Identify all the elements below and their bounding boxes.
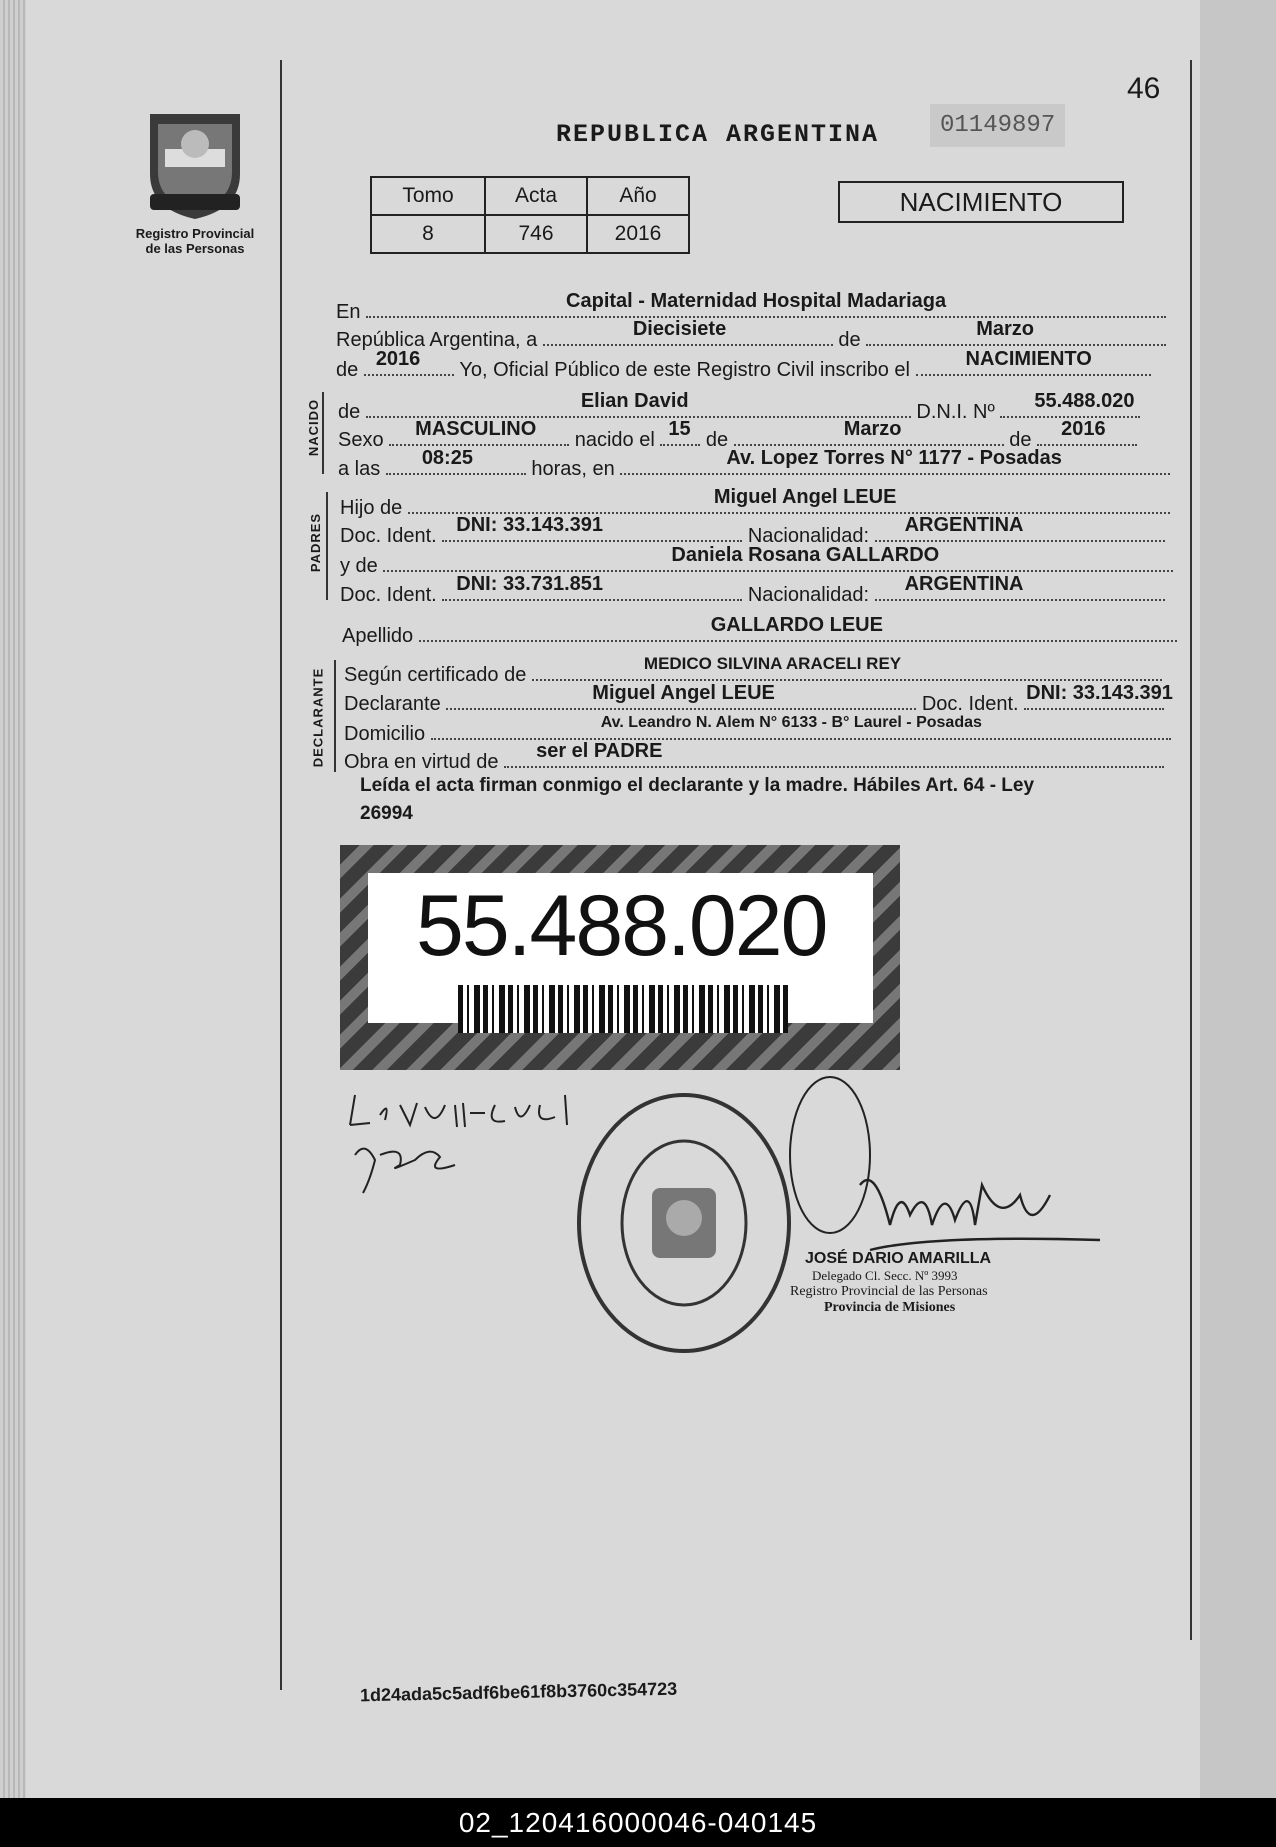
row-mother-doc bbox=[340, 573, 1165, 606]
label-de: de bbox=[838, 329, 861, 351]
label-dni: D.N.I. Nº bbox=[916, 401, 995, 423]
row-year bbox=[336, 348, 1151, 381]
label-republica: República Argentina, a bbox=[336, 329, 538, 351]
row-address bbox=[344, 714, 1171, 745]
document-title: REPUBLICA ARGENTINA bbox=[556, 120, 880, 149]
row-place bbox=[336, 290, 1166, 323]
label-hijo-de: Hijo de bbox=[340, 497, 403, 519]
value-act-name: NACIMIENTO bbox=[965, 348, 1092, 370]
row-surname bbox=[342, 614, 1177, 647]
value-capacity: ser el PADRE bbox=[536, 740, 663, 762]
value-anio: 2016 bbox=[587, 215, 689, 253]
right-margin-line bbox=[1190, 60, 1192, 1640]
label-horas: horas, en bbox=[531, 458, 615, 480]
padres-bracket bbox=[326, 492, 328, 600]
label-de3: de bbox=[705, 429, 729, 451]
value-certificate: MEDICO SILVINA ARACELI REY bbox=[643, 654, 902, 673]
label-sexo: Sexo bbox=[338, 429, 384, 451]
act-type-box: NACIMIENTO bbox=[838, 181, 1124, 223]
value-father-nat: ARGENTINA bbox=[904, 514, 1024, 536]
footer-bar bbox=[0, 1798, 1276, 1847]
label-y-de: y de bbox=[340, 555, 378, 577]
label-obra: Obra en virtud de bbox=[344, 751, 499, 773]
header-acta: Acta bbox=[485, 177, 587, 215]
value-declarant: Miguel Angel LEUE bbox=[592, 682, 775, 704]
value-mother-nat: ARGENTINA bbox=[904, 573, 1024, 595]
label-doc1: Doc. Ident. bbox=[340, 525, 437, 547]
label-de4: de bbox=[1009, 429, 1032, 451]
crest-caption-line2: de las Personas bbox=[145, 241, 245, 256]
value-sex: MASCULINO bbox=[415, 418, 537, 440]
crest-caption bbox=[120, 226, 270, 256]
row-capacity bbox=[344, 740, 1164, 773]
label-de2: de bbox=[336, 359, 359, 381]
label-doc2: Doc. Ident. bbox=[340, 584, 437, 606]
label-oficial: Yo, Oficial Público de este Registro Civil inscribo el bbox=[459, 359, 910, 381]
value-birth-day: 15 bbox=[668, 418, 691, 440]
value-address: Av. Leandro N. Alem N° 6133 - B° Laurel - Posadas bbox=[600, 714, 982, 731]
official-block bbox=[790, 1250, 991, 1316]
label-declarante: Declarante bbox=[344, 693, 441, 715]
provincial-crest-icon bbox=[140, 104, 250, 222]
serial-number: 01149897 bbox=[930, 104, 1065, 147]
value-year: 2016 bbox=[375, 348, 421, 370]
value-child-name: Elian David bbox=[580, 390, 689, 412]
row-time bbox=[338, 447, 1170, 480]
left-margin-line bbox=[280, 60, 282, 1690]
closing-note-line1: Leída el acta firman conmigo el declarante y la madre. Hábiles Art. 64 - Ley bbox=[360, 775, 1035, 796]
label-apellido: Apellido bbox=[342, 625, 414, 647]
value-birth-time: 08:25 bbox=[421, 447, 473, 469]
footer-code: 02_120416000046-040145 bbox=[458, 1807, 818, 1838]
section-label-padres: PADRES bbox=[308, 512, 324, 573]
crest-caption-line1: Registro Provincial bbox=[135, 226, 255, 241]
value-birth-year: 2016 bbox=[1061, 418, 1106, 440]
registry-table bbox=[370, 176, 690, 254]
label-nac2: Nacionalidad: bbox=[747, 584, 870, 606]
value-father: Miguel Angel LEUE bbox=[713, 486, 897, 508]
value-birth-month: Marzo bbox=[843, 418, 902, 440]
barcode-icon bbox=[458, 985, 788, 1033]
section-label-declarante: DECLARANTE bbox=[310, 667, 326, 768]
label-domicilio: Domicilio bbox=[344, 723, 426, 745]
value-mother-doc: DNI: 33.731.851 bbox=[456, 573, 604, 595]
value-acta: 746 bbox=[485, 215, 587, 253]
value-declarant-doc: DNI: 33.143.391 bbox=[1026, 682, 1173, 704]
value-day-words: Diecisiete bbox=[632, 318, 727, 340]
value-place: Capital - Maternidad Hospital Madariaga bbox=[566, 290, 947, 312]
label-en: En bbox=[336, 301, 361, 323]
value-surname: GALLARDO LEUE bbox=[710, 614, 883, 636]
value-dni: 55.488.020 bbox=[1034, 390, 1135, 412]
value-tomo: 8 bbox=[371, 215, 485, 253]
document-hash: 1d24ada5c5adf6be61f8b3760c354723 bbox=[359, 1678, 678, 1706]
declarante-bracket bbox=[334, 660, 336, 772]
nacido-bracket bbox=[322, 392, 324, 474]
label-a-las: a las bbox=[338, 458, 381, 480]
section-label-nacido: NACIDO bbox=[306, 398, 322, 457]
value-birth-place: Av. Lopez Torres N° 1177 - Posadas bbox=[726, 447, 1062, 469]
dni-sticker-label bbox=[368, 873, 873, 1023]
dni-sticker-number: 55.488.020 bbox=[416, 878, 827, 974]
dni-sticker bbox=[340, 845, 900, 1070]
official-title: Delegado Cl. Secc. Nº 3993 bbox=[812, 1268, 958, 1283]
page-stack-edge bbox=[0, 0, 26, 1798]
page-number: 46 bbox=[1127, 72, 1161, 105]
value-month: Marzo bbox=[976, 318, 1034, 340]
value-father-doc: DNI: 33.143.391 bbox=[456, 514, 604, 536]
label-nac1: Nacionalidad: bbox=[747, 525, 870, 547]
page-shadow bbox=[1200, 0, 1276, 1798]
official-name: JOSÉ DARIO AMARILLA bbox=[805, 1250, 992, 1267]
label-nacido-el: nacido el bbox=[574, 429, 655, 451]
header-tomo: Tomo bbox=[371, 177, 485, 215]
closing-note bbox=[360, 772, 1160, 828]
closing-note-line2: 26994 bbox=[360, 803, 413, 824]
value-mother: Daniela Rosana GALLARDO bbox=[671, 544, 940, 566]
header-anio: Año bbox=[587, 177, 689, 215]
official-office: Registro Provincial de las Personas bbox=[790, 1284, 988, 1299]
official-province: Provincia de Misiones bbox=[824, 1300, 956, 1315]
label-child-de: de bbox=[338, 401, 361, 423]
label-doc3: Doc. Ident. bbox=[921, 693, 1019, 715]
label-segun: Según certificado de bbox=[344, 664, 527, 686]
